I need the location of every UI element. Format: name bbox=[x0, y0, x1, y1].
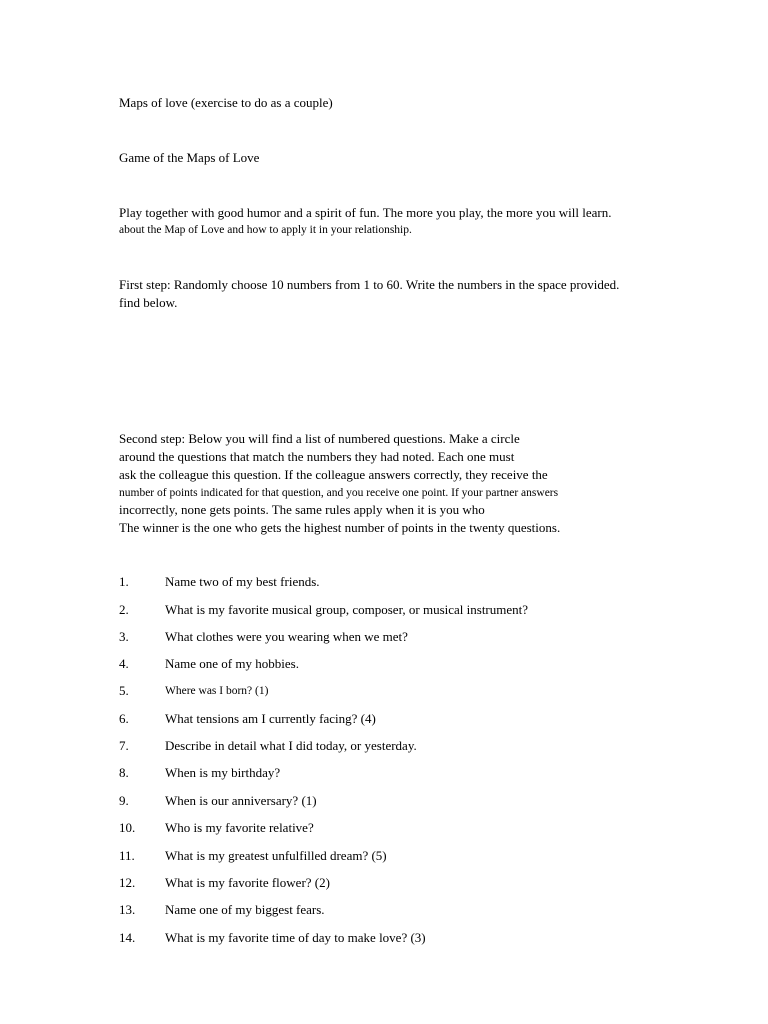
question-text: Where was I born? (1) bbox=[165, 685, 269, 697]
question-number: 6. bbox=[119, 711, 129, 726]
question-text: Describe in detail what I did today, or yesterday. bbox=[165, 738, 417, 753]
step2-line-6: The winner is the one who gets the highest number of points in the twenty questions. bbox=[119, 520, 561, 535]
question-number: 5. bbox=[119, 683, 129, 698]
question-text: Name one of my biggest fears. bbox=[165, 902, 325, 917]
question-text: What clothes were you wearing when we met? bbox=[165, 629, 408, 644]
step1-line-2: find below. bbox=[119, 295, 178, 310]
question-text: What is my favorite musical group, composer, or musical instrument? bbox=[165, 602, 529, 617]
question-text: Name one of my hobbies. bbox=[165, 656, 299, 671]
question-text: When is my birthday? bbox=[165, 765, 281, 780]
step1-line-1: First step: Randomly choose 10 numbers from 1 to 60. Write the numbers in the space provided. bbox=[119, 277, 620, 292]
question-number: 8. bbox=[119, 765, 129, 780]
question-text: What is my favorite time of day to make love? (3) bbox=[165, 930, 426, 945]
question-text: What is my favorite flower? (2) bbox=[165, 875, 330, 890]
question-number: 2. bbox=[119, 602, 129, 617]
question-number: 11. bbox=[119, 848, 135, 863]
intro-line-1: Play together with good humor and a spirit of fun. The more you play, the more you will learn. bbox=[119, 205, 612, 220]
question-number: 10. bbox=[119, 820, 136, 835]
game-title: Game of the Maps of Love bbox=[119, 150, 260, 165]
question-number: 9. bbox=[119, 793, 129, 808]
intro-line-2: about the Map of Love and how to apply it in your relationship. bbox=[119, 224, 412, 236]
step2-line-1: Second step: Below you will find a list of numbered questions. Make a circle bbox=[119, 431, 520, 446]
question-text: What tensions am I currently facing? (4) bbox=[165, 711, 376, 726]
step2-line-4: number of points indicated for that question, and you receive one point. If your partner answers bbox=[119, 487, 559, 499]
question-number: 4. bbox=[119, 656, 129, 671]
question-number: 7. bbox=[119, 738, 129, 753]
question-number: 1. bbox=[119, 574, 129, 589]
question-number: 14. bbox=[119, 930, 136, 945]
step2-line-5: incorrectly, none gets points. The same rules apply when it is you who bbox=[119, 502, 485, 517]
step2-line-2: around the questions that match the numbers they had noted. Each one must bbox=[119, 449, 515, 464]
question-text: What is my greatest unfulfilled dream? (5) bbox=[165, 848, 387, 863]
question-number: 3. bbox=[119, 629, 129, 644]
question-number: 12. bbox=[119, 875, 136, 890]
question-text: Name two of my best friends. bbox=[165, 574, 320, 589]
document-title: Maps of love (exercise to do as a couple) bbox=[119, 95, 333, 110]
question-text: When is our anniversary? (1) bbox=[165, 793, 317, 808]
step2-line-3: ask the colleague this question. If the colleague answers correctly, they receive the bbox=[119, 467, 548, 482]
question-number: 13. bbox=[119, 902, 136, 917]
question-text: Who is my favorite relative? bbox=[165, 820, 314, 835]
